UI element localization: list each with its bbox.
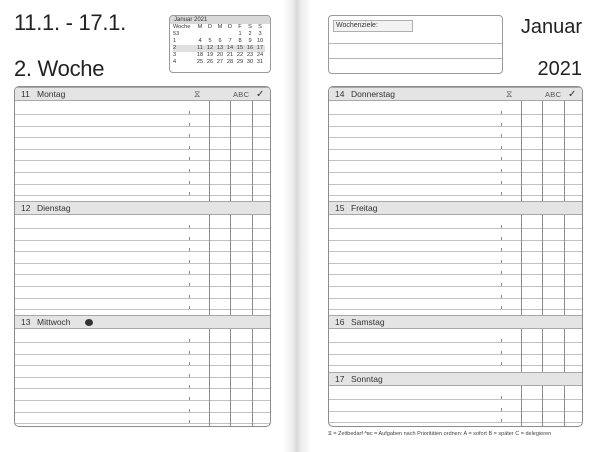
ruled-line[interactable]	[329, 160, 582, 161]
line-tick	[189, 225, 190, 228]
line-tick	[189, 283, 190, 286]
mini-calendar-header-cell: Woche	[173, 24, 191, 30]
mini-calendar-day: 29	[236, 59, 244, 65]
mini-calendar-day: 19	[206, 52, 214, 58]
mini-calendar-day: 6	[218, 38, 222, 44]
line-tick	[189, 181, 190, 184]
day-name: Freitag	[351, 203, 378, 213]
weekly-goals-box[interactable]	[328, 15, 503, 74]
left-day-panel	[14, 86, 271, 427]
checkmark-icon: ✓	[568, 89, 577, 100]
line-tick	[501, 396, 502, 399]
mini-calendar-day: 7	[228, 38, 232, 44]
line-tick	[189, 248, 190, 251]
day-header	[329, 315, 582, 329]
mini-calendar-week-number: 1	[173, 38, 177, 44]
ruled-line[interactable]	[15, 298, 270, 299]
line-tick	[189, 192, 190, 195]
line-tick	[501, 181, 502, 184]
line-tick	[189, 157, 190, 160]
hourglass-icon: ⧖	[194, 89, 201, 99]
ruled-line[interactable]	[15, 195, 270, 196]
line-tick	[189, 260, 190, 263]
line-tick	[189, 237, 190, 240]
day-number: 15	[335, 203, 345, 213]
mini-calendar-day: 28	[226, 59, 234, 65]
mini-calendar-header-cell: M	[217, 24, 223, 30]
mini-calendar-day: 20	[216, 52, 224, 58]
mini-calendar-day	[195, 31, 205, 38]
mini-calendar-header-cell: D	[227, 24, 233, 30]
ruled-line[interactable]	[15, 160, 270, 161]
ruled-line[interactable]	[329, 149, 582, 150]
mini-calendar-header-cell: F	[238, 24, 242, 30]
mini-calendar	[169, 15, 271, 73]
ruled-line[interactable]	[15, 286, 270, 287]
mini-calendar-header-cell: S	[248, 24, 252, 30]
line-tick	[501, 248, 502, 251]
weekly-goals-label: Wochenziele:	[333, 20, 413, 32]
line-tick	[501, 351, 502, 354]
ruled-line[interactable]	[15, 274, 270, 275]
ruled-line[interactable]	[15, 137, 270, 138]
appointment-dot-icon	[85, 319, 93, 326]
ruled-line[interactable]	[15, 228, 270, 229]
line-tick	[501, 306, 502, 309]
day-header	[329, 201, 582, 215]
ruled-line[interactable]	[329, 126, 582, 127]
ruled-line[interactable]	[329, 274, 582, 275]
ruled-line[interactable]	[15, 251, 270, 252]
day-name: Donnerstag	[351, 89, 395, 99]
month-label: Januar	[520, 16, 582, 38]
mini-calendar-day: 18	[196, 52, 204, 58]
mini-calendar-day: 17	[256, 45, 264, 51]
ruled-line[interactable]	[15, 412, 270, 413]
mini-calendar-weeks	[170, 31, 270, 66]
mini-calendar-title: Januar 2021	[170, 16, 270, 24]
line-tick	[189, 271, 190, 274]
ruled-line[interactable]	[15, 126, 270, 127]
ruled-line[interactable]	[15, 388, 270, 389]
line-tick	[501, 134, 502, 137]
goals-line	[329, 43, 502, 44]
priority-abc-icon: ABC	[545, 90, 562, 99]
mini-calendar-day: 27	[216, 59, 224, 65]
mini-calendar-day: 1	[238, 31, 242, 37]
day-header	[15, 315, 270, 329]
week-date-range: 11.1. - 17.1.	[14, 10, 126, 35]
day-header	[329, 372, 582, 386]
day-name: Montag	[37, 89, 66, 99]
ruled-line[interactable]	[15, 309, 270, 310]
day-name: Mittwoch	[37, 317, 71, 327]
day-header	[329, 87, 582, 101]
line-tick	[189, 339, 190, 342]
line-tick	[501, 237, 502, 240]
line-tick	[501, 408, 502, 411]
line-tick	[501, 169, 502, 172]
checkmark-icon: ✓	[256, 89, 265, 100]
mini-calendar-day: 4	[198, 38, 202, 44]
mini-calendar-day: 2	[248, 31, 252, 37]
mini-calendar-day: 11	[195, 45, 205, 52]
line-tick	[189, 409, 190, 412]
time-column-divider	[209, 87, 210, 426]
line-tick	[189, 420, 190, 423]
line-tick	[501, 339, 502, 342]
mini-calendar-header-cell: S	[258, 24, 262, 30]
mini-calendar-day: 16	[246, 45, 254, 51]
day-number: 11	[21, 89, 30, 99]
ruled-line[interactable]	[15, 114, 270, 115]
mini-calendar-day: 30	[246, 59, 254, 65]
ruled-line[interactable]	[329, 114, 582, 115]
day-name: Samstag	[351, 317, 385, 327]
ruled-line[interactable]	[329, 365, 582, 366]
mini-calendar-day: 14	[226, 45, 234, 51]
line-tick	[501, 271, 502, 274]
ruled-line[interactable]	[329, 172, 582, 173]
ruled-line[interactable]	[329, 309, 582, 310]
line-tick	[189, 123, 190, 126]
line-tick	[501, 260, 502, 263]
priority-abc-icon: ABC	[233, 90, 250, 99]
right-day-panel	[328, 86, 583, 427]
ruled-line[interactable]	[329, 184, 582, 185]
ruled-line[interactable]	[329, 286, 582, 287]
year-label: 2021	[537, 58, 582, 80]
mini-calendar-day: 15	[236, 45, 244, 51]
day-number: 12	[21, 203, 31, 213]
day-name: Dienstag	[37, 203, 71, 213]
mini-calendar-week-number: 53	[173, 31, 180, 37]
ruled-line[interactable]	[329, 422, 582, 423]
line-tick	[501, 419, 502, 422]
mini-calendar-day: 31	[256, 59, 264, 65]
mini-calendar-day: 9	[248, 38, 252, 44]
ruled-line[interactable]	[329, 195, 582, 196]
mini-calendar-week-number: 2	[173, 45, 195, 52]
ruled-line[interactable]	[329, 411, 582, 412]
ruled-line[interactable]	[15, 149, 270, 150]
mini-calendar-day: 26	[206, 59, 214, 65]
mini-calendar-week-number: 3	[173, 52, 177, 58]
line-tick	[501, 225, 502, 228]
book-spine-shadow	[283, 0, 311, 452]
mini-calendar-day: 23	[246, 52, 254, 58]
mini-calendar-day: 12	[206, 45, 214, 51]
mini-calendar-day: 8	[238, 38, 242, 44]
ruled-line[interactable]	[15, 263, 270, 264]
mini-calendar-header-cell: D	[207, 24, 213, 30]
week-title: 2. Woche	[14, 56, 105, 81]
ruled-line[interactable]	[15, 342, 270, 343]
ruled-line[interactable]	[15, 354, 270, 355]
column-divider	[230, 87, 231, 426]
line-tick	[189, 295, 190, 298]
ruled-line[interactable]	[329, 298, 582, 299]
day-header	[15, 201, 270, 215]
mini-calendar-day: 22	[236, 52, 244, 58]
mini-calendar-day: 3	[258, 31, 262, 37]
line-tick	[189, 351, 190, 354]
mini-calendar-week-number: 4	[173, 59, 177, 65]
line-tick	[189, 146, 190, 149]
line-tick	[501, 295, 502, 298]
ruled-line[interactable]	[329, 342, 582, 343]
ruled-line[interactable]	[15, 400, 270, 401]
ruled-line[interactable]	[15, 365, 270, 366]
line-tick	[189, 134, 190, 137]
mini-calendar-day: 10	[256, 38, 264, 44]
line-tick	[189, 169, 190, 172]
legend-footer: ⧖ = Zeitbedarf ᴬʙᴄ = Aufgaben nach Prioritäten ordnen: A = sofort B = später C = delegieren	[328, 431, 552, 437]
line-tick	[189, 385, 190, 388]
line-tick	[501, 362, 502, 365]
line-tick	[501, 192, 502, 195]
mini-calendar-day	[205, 31, 215, 38]
column-divider	[252, 87, 253, 426]
mini-calendar-day: 13	[216, 45, 224, 51]
line-tick	[189, 397, 190, 400]
mini-calendar-day: 21	[226, 52, 234, 58]
mini-calendar-day: 5	[208, 38, 212, 44]
line-tick	[501, 146, 502, 149]
ruled-line[interactable]	[15, 377, 270, 378]
line-tick	[189, 111, 190, 114]
day-number: 14	[335, 89, 345, 99]
day-number: 16	[335, 317, 345, 327]
line-tick	[501, 111, 502, 114]
ruled-line[interactable]	[329, 240, 582, 241]
line-tick	[501, 283, 502, 286]
mini-calendar-grid	[170, 24, 270, 31]
mini-calendar-day	[215, 31, 225, 38]
day-number: 17	[335, 374, 345, 384]
day-header	[15, 87, 270, 101]
ruled-line[interactable]	[15, 240, 270, 241]
mini-calendar-header-cell: M	[197, 24, 203, 30]
hourglass-icon: ⧖	[506, 89, 513, 99]
ruled-line[interactable]	[329, 399, 582, 400]
line-tick	[501, 123, 502, 126]
goals-line	[329, 58, 502, 59]
line-tick	[189, 374, 190, 377]
day-name: Sonntag	[351, 374, 383, 384]
ruled-line[interactable]	[15, 423, 270, 424]
ruled-line[interactable]	[329, 263, 582, 264]
ruled-line[interactable]	[329, 137, 582, 138]
line-tick	[189, 362, 190, 365]
mini-calendar-day: 24	[256, 52, 264, 58]
ruled-line[interactable]	[329, 354, 582, 355]
day-number: 13	[21, 317, 31, 327]
line-tick	[501, 157, 502, 160]
mini-calendar-day	[225, 31, 235, 38]
ruled-line[interactable]	[329, 251, 582, 252]
line-tick	[189, 306, 190, 309]
mini-calendar-day: 25	[196, 59, 204, 65]
ruled-line[interactable]	[15, 184, 270, 185]
ruled-line[interactable]	[329, 228, 582, 229]
ruled-line[interactable]	[15, 172, 270, 173]
